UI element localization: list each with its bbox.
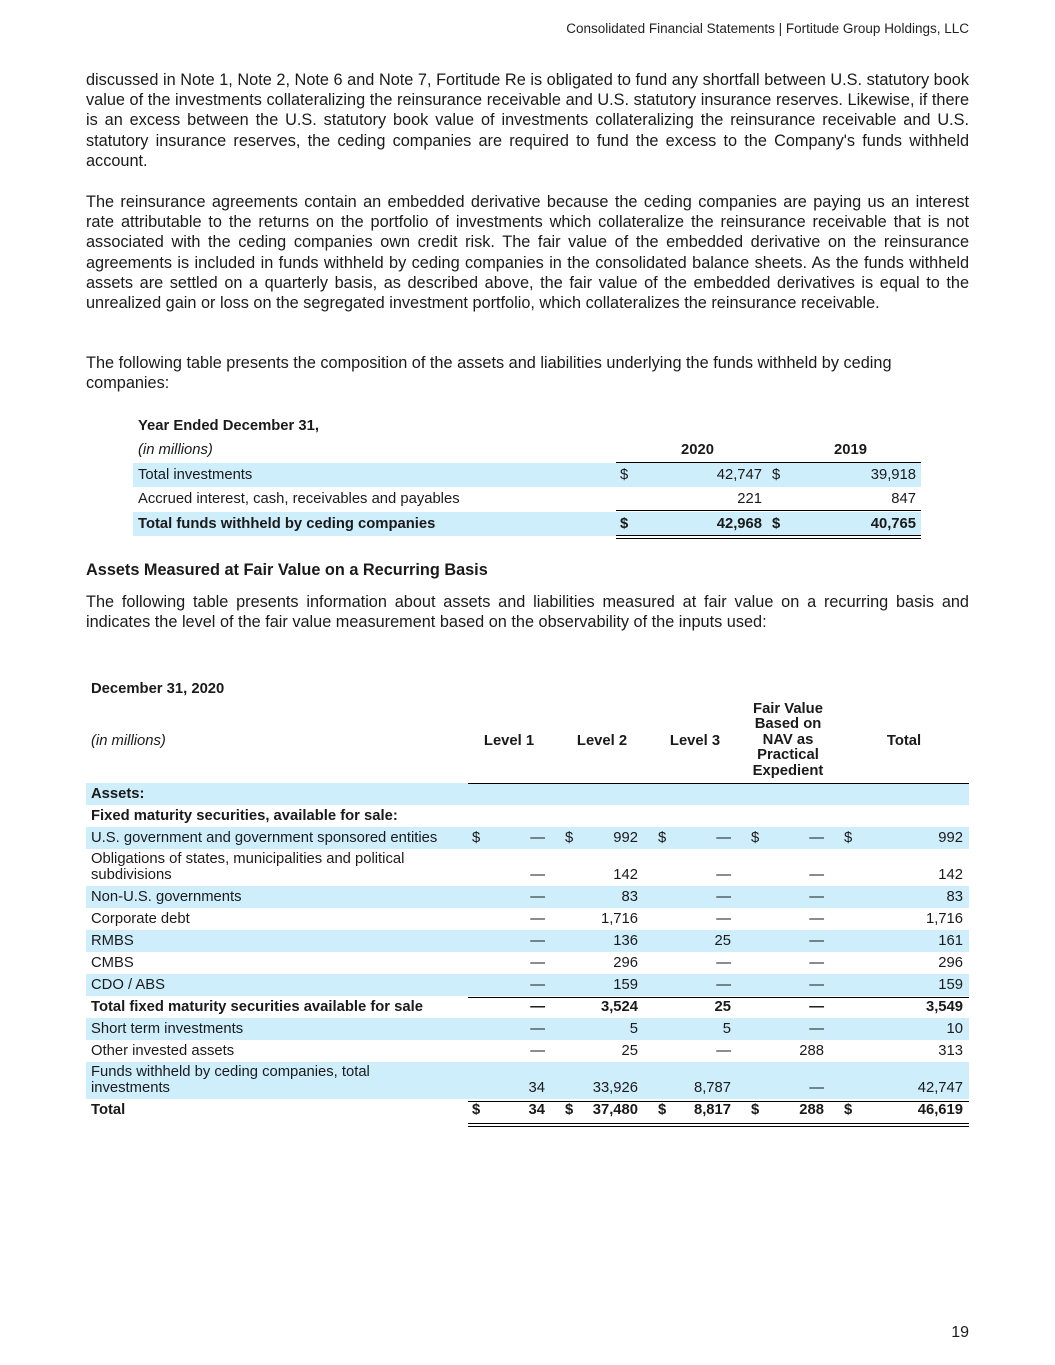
nav-value: —	[809, 977, 824, 993]
currency-symbol: $	[772, 466, 781, 483]
level2-value: 1,716	[600, 911, 638, 927]
table-subtotal-row	[86, 996, 969, 1018]
table-date: December 31, 2020	[91, 681, 225, 697]
nav-header-line: Practical	[757, 747, 819, 763]
column-header-level2: Level 2	[576, 732, 628, 749]
level2-value: 992	[613, 830, 638, 846]
total-value: 161	[938, 933, 963, 949]
assets-section-row	[86, 783, 969, 805]
nav-value: —	[809, 933, 824, 949]
subtotal-rule	[616, 510, 921, 511]
section-heading: Assets Measured at Fair Value on a Recurring Basis	[86, 561, 488, 579]
level1-value: —	[530, 889, 545, 905]
value-2020: 42,968	[716, 515, 762, 532]
value-2019: 39,918	[870, 466, 916, 483]
level1-value: —	[530, 999, 545, 1015]
table-row	[86, 974, 969, 996]
level2-value: 142	[613, 867, 638, 883]
row-label: Total	[91, 1102, 126, 1118]
units-label: (in millions)	[91, 733, 166, 749]
value-2020: 42,747	[716, 466, 762, 483]
level2-value: 136	[613, 933, 638, 949]
total-value: 159	[938, 977, 963, 993]
row-label: Total investments	[138, 466, 253, 483]
currency-symbol: $	[620, 515, 629, 532]
column-header-total: Total	[886, 732, 922, 749]
level3-value: —	[716, 1043, 731, 1059]
currency-symbol: $	[472, 1102, 481, 1118]
nav-value: 288	[799, 1043, 824, 1059]
table-row	[133, 487, 921, 512]
nav-value: —	[809, 1021, 824, 1037]
row-label: CDO / ABS	[91, 977, 166, 993]
nav-header-line: Based on	[754, 716, 822, 732]
nav-value: —	[809, 911, 824, 927]
total-value: 10	[946, 1021, 963, 1037]
header-rule	[468, 783, 969, 784]
level2-value: 25	[621, 1043, 638, 1059]
level2-value: 83	[621, 889, 638, 905]
column-header-2020: 2020	[681, 442, 714, 458]
level3-value: —	[716, 955, 731, 971]
currency-symbol: $	[658, 830, 667, 846]
total-double-rule-top	[616, 535, 921, 536]
level1-value: 34	[528, 1102, 545, 1118]
table-row	[86, 952, 969, 974]
row-label-line: Funds withheld by ceding companies, total	[91, 1064, 370, 1080]
currency-symbol: $	[844, 1102, 853, 1118]
table-row	[86, 908, 969, 930]
paragraph-embedded-derivative: The reinsurance agreements contain an embedded derivative because the ceding companies are paying us an interest rate attributable to the returns on the portfolio of investments which collateralize the reinsurance receivable that is not associated with the ceding companies own credit risk. The fair value of the embedded derivative on the reinsurance agreements is included in funds withheld by ceding companies in the consolidated balance sheets. As the funds withheld assets are settled on a quarterly basis, as described above, the fair value of the embedded derivatives is equal to the unrealized gain or loss on the segregated investment portfolio, which collateralizes the reinsurance receivable.	[86, 193, 969, 313]
table-header-row	[86, 700, 969, 783]
level1-value: —	[530, 977, 545, 993]
nav-value: —	[809, 830, 824, 846]
column-header-level3: Level 3	[669, 732, 721, 749]
nav-value: —	[809, 889, 824, 905]
currency-symbol: $	[751, 1102, 760, 1118]
subtotal-rule	[468, 997, 969, 998]
level3-value: 25	[714, 999, 731, 1015]
row-label: Total funds withheld by ceding companies	[138, 515, 436, 532]
row-label: Total fixed maturity securities available for sale	[91, 999, 423, 1015]
level3-value: —	[716, 889, 731, 905]
column-header-nav	[746, 702, 830, 780]
table-row	[86, 849, 969, 886]
total-value: 313	[938, 1043, 963, 1059]
level3-value: —	[716, 911, 731, 927]
total-value: 992	[938, 830, 963, 846]
column-header-level1: Level 1	[483, 732, 535, 749]
row-label: Corporate debt	[91, 911, 190, 927]
nav-value: —	[809, 867, 824, 883]
nav-value: —	[809, 1080, 824, 1096]
value-2019: 847	[891, 491, 916, 507]
level1-value: —	[530, 911, 545, 927]
nav-header-line: Fair Value	[753, 700, 823, 717]
nav-header-line: NAV as	[762, 731, 814, 748]
level1-value: —	[530, 830, 545, 846]
row-label: RMBS	[91, 933, 134, 949]
level3-value: —	[716, 867, 731, 883]
table-row	[86, 1018, 969, 1040]
row-label	[91, 1064, 461, 1096]
table-row	[86, 930, 969, 952]
total-rule	[468, 1101, 969, 1102]
total-value: 296	[938, 955, 963, 971]
level2-value: 3,524	[600, 999, 638, 1015]
subsection-row	[86, 805, 969, 827]
total-value: 3,549	[925, 999, 963, 1015]
total-double-rule-bottom	[616, 538, 921, 539]
currency-symbol: $	[565, 1102, 574, 1118]
total-value: 83	[946, 889, 963, 905]
currency-symbol: $	[472, 830, 481, 846]
total-double-rule-top	[468, 1123, 969, 1124]
level1-value: —	[530, 955, 545, 971]
level3-value: —	[716, 830, 731, 846]
level1-value: —	[530, 933, 545, 949]
page-number: 19	[951, 1324, 969, 1341]
total-value: 1,716	[925, 911, 963, 927]
currency-symbol: $	[565, 830, 574, 846]
header-rule	[616, 462, 921, 463]
row-label: Short term investments	[91, 1021, 244, 1037]
currency-symbol: $	[772, 515, 781, 532]
paragraph-funds-withheld: discussed in Note 1, Note 2, Note 6 and Note 7, Fortitude Re is obligated to fund any shortfall between U.S. statutory book value of the investments collateralizing the reinsurance receivable and U.S. statutory insurance reserves. Likewise, if there is an excess between the U.S. statutory book value of investments collateralizing the reinsurance receivable and U.S. statutory insurance reserves, the ceding companies are required to fund the excess to the Company's funds withheld account.	[86, 71, 969, 170]
level2-value: 37,480	[592, 1102, 638, 1118]
level3-value: —	[716, 977, 731, 993]
table-row	[86, 1040, 969, 1062]
row-label: Non-U.S. governments	[91, 889, 242, 905]
currency-symbol: $	[620, 466, 629, 483]
level2-value: 296	[613, 955, 638, 971]
level1-value: 34	[528, 1080, 545, 1096]
table-date-row	[86, 678, 969, 700]
total-value: 42,747	[917, 1080, 963, 1096]
nav-value: 288	[799, 1102, 824, 1118]
total-value: 46,619	[917, 1102, 963, 1118]
level1-value: —	[530, 867, 545, 883]
row-label: Fixed maturity securities, available for sale:	[91, 808, 398, 824]
table-row	[86, 827, 969, 849]
paragraph-table-intro: The following table presents the composition of the assets and liabilities underlying the funds withheld by ceding companies:	[86, 354, 892, 393]
page-header: Consolidated Financial Statements | Fortitude Group Holdings, LLC	[566, 21, 969, 36]
total-value: 142	[938, 867, 963, 883]
row-label: CMBS	[91, 955, 134, 971]
row-label: U.S. government and government sponsored entities	[91, 830, 438, 846]
level2-value: 5	[629, 1021, 638, 1037]
fair-value-table	[86, 678, 969, 1121]
level1-value: —	[530, 1021, 545, 1037]
level1-value: —	[530, 1043, 545, 1059]
level3-value: 5	[722, 1021, 731, 1037]
value-2020: 221	[737, 491, 762, 507]
currency-symbol: $	[658, 1102, 667, 1118]
row-label	[91, 851, 461, 883]
nav-value: —	[809, 999, 824, 1015]
row-label: Accrued interest, cash, receivables and payables	[138, 491, 460, 507]
level3-value: 8,787	[693, 1080, 731, 1096]
funds-withheld-table	[133, 414, 921, 536]
table-title: Year Ended December 31,	[138, 418, 319, 434]
row-label: Assets:	[91, 786, 145, 802]
table-row	[133, 463, 921, 488]
table-row	[86, 1062, 969, 1099]
row-label-line: Obligations of states, municipalities and political	[91, 851, 405, 867]
level2-value: 33,926	[592, 1080, 638, 1096]
currency-symbol: $	[844, 830, 853, 846]
level3-value: 25	[714, 933, 731, 949]
row-label-line: investments	[91, 1080, 170, 1096]
column-header-2019: 2019	[834, 442, 867, 458]
table-total-row	[86, 1099, 969, 1121]
units-label: (in millions)	[138, 442, 213, 458]
value-2019: 40,765	[870, 515, 916, 532]
nav-value: —	[809, 955, 824, 971]
total-double-rule-bottom	[468, 1126, 969, 1127]
table-row	[86, 886, 969, 908]
row-label-line: subdivisions	[91, 867, 172, 883]
nav-header-line: Expedient	[752, 762, 824, 779]
level2-value: 159	[613, 977, 638, 993]
currency-symbol: $	[751, 830, 760, 846]
table-header-row	[133, 438, 921, 463]
table-total-row	[133, 512, 921, 537]
paragraph-fair-value-intro: The following table presents information about assets and liabilities measured at fair value on a recurring basis and indicates the level of the fair value measurement based on the observability of the inputs used:	[86, 593, 969, 632]
level3-value: 8,817	[693, 1102, 731, 1118]
row-label: Other invested assets	[91, 1043, 235, 1059]
